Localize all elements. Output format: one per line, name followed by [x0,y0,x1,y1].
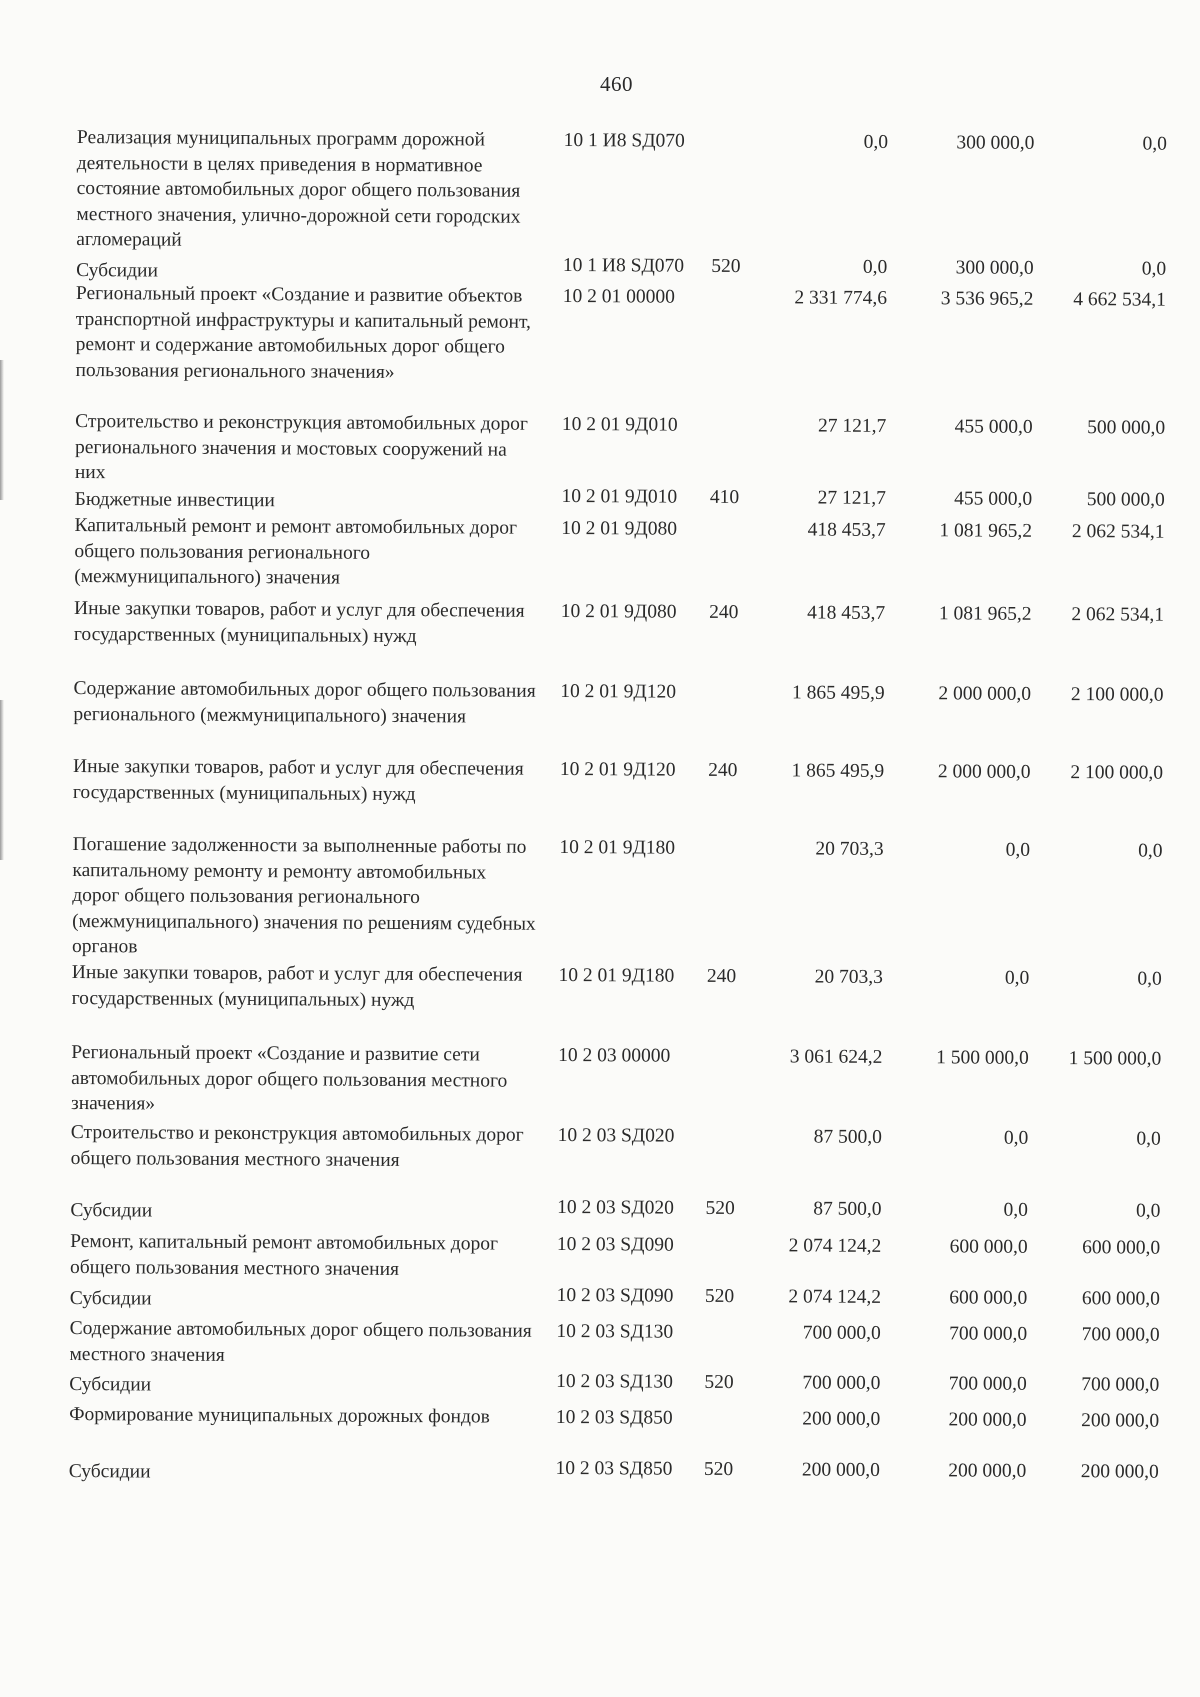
table-row [76,125,1167,255]
row-description: Субсидии [68,1460,151,1483]
target-article-code: 10 2 03 SД130 [556,1320,674,1343]
amount-year-1: 20 703,3 [814,966,883,988]
row-description: Субсидии [69,1373,152,1396]
row-description: Строительство и реконструкция автомобильных дорог общего пользования местного значения [70,1121,524,1171]
amount-year-2: 200 000,0 [948,1409,1027,1431]
amount-year-3: 200 000,0 [1080,1461,1159,1483]
target-article-code: 10 2 01 9Д120 [560,680,677,703]
amount-year-3: 2 100 000,0 [1070,762,1164,784]
expense-type-code: 410 [709,486,740,509]
amount-year-1: 87 500,0 [813,1126,883,1148]
row-description: Субсидии [69,1287,152,1310]
table-row [75,281,1166,416]
amount-year-2: 0,0 [1004,967,1030,989]
amount-year-3: 2 062 534,1 [1071,521,1165,543]
amount-year-3: 0,0 [1135,1200,1161,1222]
amount-year-3: 1 500 000,0 [1068,1048,1162,1070]
table-row [74,596,1164,683]
amount-year-1: 2 074 124,2 [788,1235,882,1257]
row-description: Формирование муниципальных дорожных фондов [69,1403,490,1428]
table-row [75,409,1165,494]
amount-year-2: 0,0 [1005,839,1031,861]
table-row [70,1120,1160,1205]
amount-year-1: 87 500,0 [813,1198,882,1220]
amount-year-2: 700 000,0 [949,1323,1028,1345]
row-description: Субсидии [70,1199,153,1222]
amount-year-3: 500 000,0 [1086,489,1165,511]
amount-year-1: 1 865 495,9 [791,760,885,782]
amount-year-2: 600 000,0 [949,1236,1028,1258]
table-row [71,1040,1161,1127]
row-description: Ремонт, капитальный ремонт автомобильных дорог общего пользования местного значения [69,1230,499,1280]
amount-year-1: 0,0 [863,131,889,153]
row-description: Субсидии [76,259,159,282]
row-description: Иные закупки товаров, работ и услуг для обеспечения государственных (муниципальных) нужд [73,597,525,647]
amount-year-1: 200 000,0 [802,1408,881,1430]
amount-year-3: 0,0 [1137,968,1162,990]
target-article-code: 10 2 01 9Д180 [558,964,675,987]
target-article-code: 10 2 01 9Д180 [559,836,676,859]
amount-year-2: 1 081 965,2 [938,603,1032,625]
amount-year-3: 0,0 [1138,840,1163,862]
scan-edge-shadow [0,360,4,500]
amount-year-3: 0,0 [1136,1128,1161,1150]
target-article-code: 10 2 03 SД090 [556,1233,674,1256]
row-description: Строительство и реконструкция автомобильных дорог регионального значения и мостовых сооружений на них [74,410,529,484]
amount-year-1: 418 453,7 [807,602,886,624]
amount-year-1: 20 703,3 [815,838,884,860]
expense-type-code: 240 [708,759,738,782]
target-article-code: 10 2 03 SД090 [556,1284,674,1307]
amount-year-1: 0,0 [862,256,888,278]
amount-year-2: 0,0 [1003,1127,1029,1149]
row-description: Содержание автомобильных дорог общего пользования регионального (межмуниципального) значения [73,677,536,727]
amount-year-1: 3 061 624,2 [789,1046,883,1068]
row-description: Капитальный ремонт и ремонт автомобильных дорог общего пользования регионального (межмуниципального) значения [74,514,518,589]
expense-type-code: 240 [706,965,737,988]
amount-year-2: 2 000 000,0 [938,683,1032,705]
amount-year-3: 700 000,0 [1081,1324,1160,1346]
amount-year-1: 700 000,0 [802,1322,881,1344]
expense-type-code: 520 [704,1285,735,1308]
row-description: Региональный проект «Создание и развитие объектов транспортной инфраструктуры и капитальный ремонт, ремонт и содержание автомобильных дорог общего пользования регионального значения» [75,282,532,383]
row-description: Погашение задолженности за выполненные работы по капитальному ремонту и ремонту автомобильных дорог общего пользования регионального (межмуниципального) значения по решениям судебных органов [71,833,536,958]
amount-year-2: 1 081 965,2 [939,520,1033,542]
expense-type-code: 520 [711,255,741,278]
amount-year-2: 300 000,0 [956,132,1035,154]
target-article-code: 10 2 01 9Д080 [560,600,677,623]
amount-year-2: 3 536 965,2 [940,288,1034,310]
target-article-code: 10 2 03 SД020 [557,1124,675,1147]
amount-year-1: 27 121,7 [817,487,886,509]
table-row [71,960,1161,1047]
target-article-code: 10 2 03 SД850 [555,1406,673,1429]
amount-year-2: 455 000,0 [954,416,1033,438]
amount-year-3: 2 062 534,1 [1071,604,1165,626]
amount-year-3: 700 000,0 [1081,1374,1160,1396]
amount-year-3: 4 662 534,1 [1073,289,1167,311]
table-row [73,676,1163,761]
amount-year-2: 200 000,0 [948,1460,1027,1482]
expense-type-code: 520 [704,1371,734,1394]
amount-year-1: 200 000,0 [801,1459,880,1481]
amount-year-2: 455 000,0 [954,488,1033,510]
amount-year-1: 27 121,7 [817,415,887,437]
amount-year-2: 0,0 [1003,1199,1028,1221]
row-description: Реализация муниципальных программ дорожной деятельности в целях приведения в нормативное состояние автомобильных дорог общего пользования местного значения, улично-дорожной сети городских агломераций [76,126,521,251]
amount-year-1: 700 000,0 [802,1372,881,1394]
expense-type-code: 520 [703,1458,734,1481]
amount-year-3: 2 100 000,0 [1070,684,1164,706]
table-row [74,513,1164,603]
amount-year-1: 1 865 495,9 [791,682,885,704]
target-article-code: 10 2 03 SД020 [557,1196,675,1219]
table-row [73,754,1163,839]
scan-edge-shadow [0,700,4,860]
amount-year-2: 2 000 000,0 [937,761,1031,783]
amount-year-2: 600 000,0 [949,1287,1028,1309]
row-description: Региональный проект «Создание и развитие сети автомобильных дорог общего пользования местного значения» [70,1041,508,1115]
row-description: Содержание автомобильных дорог общего пользования местного значения [69,1317,532,1366]
amount-year-1: 2 331 774,6 [794,287,888,309]
target-article-code: 10 2 01 9Д010 [561,485,678,508]
amount-year-2: 300 000,0 [955,257,1034,279]
amount-year-3: 0,0 [1142,133,1167,155]
target-article-code: 10 2 01 9Д080 [561,517,678,540]
target-article-code: 10 2 03 SД850 [555,1457,673,1480]
amount-year-3: 0,0 [1141,258,1167,280]
amount-year-2: 1 500 000,0 [936,1047,1029,1069]
row-description: Бюджетные инвестиции [74,488,275,512]
amount-year-3: 200 000,0 [1081,1410,1160,1432]
page-number: 460 [600,72,633,96]
expense-type-code: 520 [705,1197,735,1220]
target-article-code: 10 1 И8 SД070 [563,129,685,152]
table-row [72,832,1163,967]
table-row [69,1459,1159,1496]
row-description: Иные закупки товаров, работ и услуг для обеспечения государственных (муниципальных) нужд [71,961,523,1011]
budget-table [69,125,1167,1496]
amount-year-3: 600 000,0 [1082,1237,1161,1259]
expense-type-code: 240 [709,601,739,624]
target-article-code: 10 1 И8 SД070 [562,254,685,277]
row-description: Иные закупки товаров, работ и услуг для обеспечения государственных (муниципальных) нужд [72,755,524,805]
amount-year-1: 2 074 124,2 [788,1286,882,1308]
target-article-code: 10 2 01 00000 [562,285,675,308]
amount-year-3: 600 000,0 [1081,1288,1160,1310]
target-article-code: 10 2 03 SД130 [556,1370,673,1393]
target-article-code: 10 2 01 9Д010 [561,413,678,436]
amount-year-2: 700 000,0 [948,1373,1027,1395]
amount-year-1: 418 453,7 [807,519,886,541]
target-article-code: 10 2 03 00000 [558,1044,671,1067]
amount-year-3: 500 000,0 [1087,417,1166,439]
target-article-code: 10 2 01 9Д120 [559,758,676,781]
